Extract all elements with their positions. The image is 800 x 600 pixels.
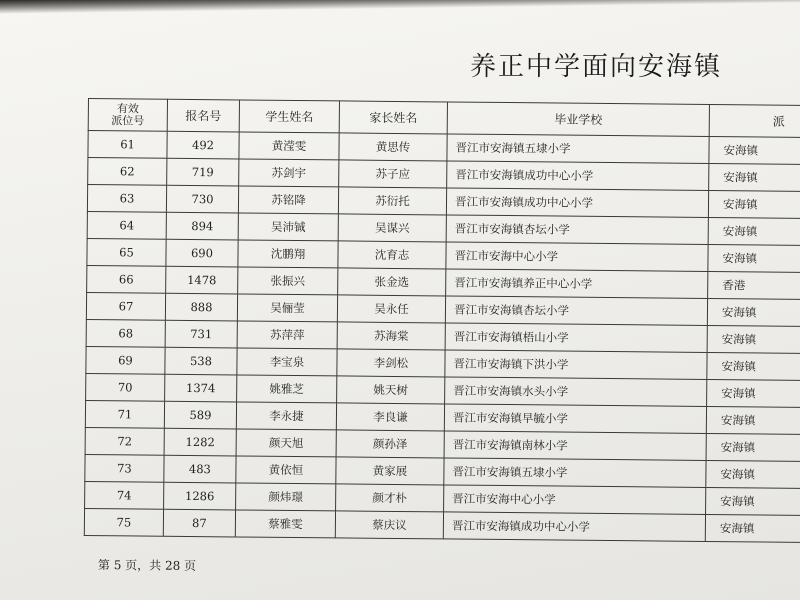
cell-registration-number: 894 [166,212,238,240]
cell-seat-number: 66 [87,265,166,293]
cell-student-name: 颜炜璟 [236,483,336,511]
header-student-name: 学生姓名 [239,100,339,133]
cell-region: 安海镇 [706,487,800,515]
cell-seat-number: 65 [87,238,166,266]
cell-parent-name: 颜才朴 [336,484,444,512]
cell-student-name: 李永捷 [236,402,336,430]
cell-parent-name: 张金选 [338,268,446,296]
cell-region: 安海镇 [708,190,800,218]
cell-registration-number: 492 [167,131,239,159]
cell-seat-number: 69 [86,346,165,374]
cell-registration-number: 483 [164,455,236,483]
cell-region: 安海镇 [707,352,800,380]
cell-region: 安海镇 [709,136,800,164]
cell-graduation-school: 晋江市安海镇成功中心小学 [447,161,709,191]
cell-parent-name: 苏衍托 [338,187,446,215]
cell-region: 安海镇 [707,298,800,326]
cell-registration-number: 690 [166,239,238,267]
cell-registration-number: 589 [164,401,236,429]
cell-seat-number: 73 [85,454,164,482]
header-registration-number: 报名号 [167,99,239,132]
admission-table [84,98,800,543]
cell-parent-name: 黄家展 [336,457,444,485]
cell-region: 安海镇 [707,379,800,407]
cell-student-name: 姚雅芝 [237,375,337,403]
cell-seat-number: 75 [84,508,163,536]
table-row [84,508,800,542]
cell-registration-number: 1286 [164,482,236,510]
cell-parent-name: 蔡庆议 [335,511,443,539]
cell-region: 安海镇 [709,163,800,191]
cell-student-name: 黄依恒 [236,456,336,484]
header-seat-line2: 派位号 [111,113,145,128]
cell-region: 香港 [708,271,800,299]
cell-region: 安海镇 [708,217,800,245]
cell-parent-name: 李剑松 [337,349,445,377]
cell-parent-name: 吴谋兴 [338,214,446,242]
cell-region: 安海镇 [706,433,800,461]
cell-region: 安海镇 [706,460,800,488]
cell-parent-name: 苏子应 [339,160,447,188]
cell-graduation-school: 晋江市安海镇养正中心小学 [446,269,708,299]
cell-region: 安海镇 [708,244,800,272]
table-container [84,98,800,543]
page-top-shadow [0,0,800,14]
cell-seat-number: 67 [86,292,165,320]
cell-seat-number: 61 [88,131,167,159]
cell-region: 安海镇 [707,325,800,353]
cell-registration-number: 1478 [166,266,238,294]
header-last-column: 派 [709,104,800,137]
cell-student-name: 黄滢雯 [239,132,339,160]
cell-seat-number: 71 [85,400,164,428]
cell-seat-number: 64 [87,211,166,239]
header-seat-line1: 有效 [116,101,139,115]
cell-registration-number: 888 [165,293,237,321]
cell-registration-number: 1282 [164,428,236,456]
cell-student-name: 张振兴 [238,267,338,295]
cell-graduation-school: 晋江市安海中心小学 [446,242,708,272]
cell-student-name: 苏剑宇 [239,159,339,187]
cell-parent-name: 苏海棠 [337,322,445,350]
cell-student-name: 吴俪莹 [237,294,337,322]
cell-student-name: 苏铭降 [238,186,338,214]
cell-student-name: 沈鹏翔 [238,240,338,268]
cell-graduation-school: 晋江市安海镇杏坛小学 [446,215,708,245]
cell-parent-name: 姚天树 [337,376,445,404]
cell-graduation-school: 晋江市安海镇成功中心小学 [446,188,708,218]
cell-seat-number: 70 [86,373,165,401]
cell-parent-name: 吴永任 [337,295,445,323]
cell-registration-number: 87 [163,509,235,537]
cell-registration-number: 1374 [165,374,237,402]
header-seat-number [88,99,167,132]
header-graduation-school: 毕业学校 [447,102,709,137]
cell-graduation-school: 晋江市安海镇杏坛小学 [445,296,707,326]
cell-registration-number: 730 [166,185,238,213]
cell-graduation-school: 晋江市安海镇五埭小学 [444,458,706,488]
cell-registration-number: 538 [165,347,237,375]
cell-parent-name: 沈育志 [338,241,446,269]
cell-seat-number: 62 [88,158,167,186]
cell-graduation-school: 晋江市安海镇梧山小学 [445,323,707,353]
cell-graduation-school: 晋江市安海中心小学 [444,485,706,515]
cell-parent-name: 颜孙泽 [336,430,444,458]
cell-graduation-school: 晋江市安海镇成功中心小学 [443,512,705,542]
cell-student-name: 吴沛铖 [238,213,338,241]
cell-registration-number: 719 [167,158,239,186]
cell-student-name: 颜天旭 [236,429,336,457]
cell-graduation-school: 晋江市安海镇下洪小学 [445,350,707,380]
cell-student-name: 蔡雅雯 [235,510,335,538]
cell-region: 安海镇 [706,406,800,434]
cell-seat-number: 74 [85,481,164,509]
header-parent-name: 家长姓名 [339,101,447,134]
cell-registration-number: 731 [165,320,237,348]
table-body [84,131,800,543]
cell-graduation-school: 晋江市安海镇南林小学 [444,431,706,461]
cell-seat-number: 68 [86,319,165,347]
cell-graduation-school: 晋江市安海镇水头小学 [445,377,707,407]
cell-student-name: 苏萍萍 [237,321,337,349]
cell-parent-name: 黄思传 [339,133,447,161]
document-title: 养正中学面向安海镇 [470,52,723,82]
page-footer: 第 5 页，共 28 页 [97,557,197,573]
cell-region: 安海镇 [705,514,800,542]
cell-graduation-school: 晋江市安海镇五埭小学 [447,134,709,164]
cell-seat-number: 63 [87,185,166,213]
cell-parent-name: 李良谦 [336,403,444,431]
cell-student-name: 李宝泉 [237,348,337,376]
cell-graduation-school: 晋江市安海镇早毓小学 [444,404,706,434]
cell-seat-number: 72 [85,427,164,455]
